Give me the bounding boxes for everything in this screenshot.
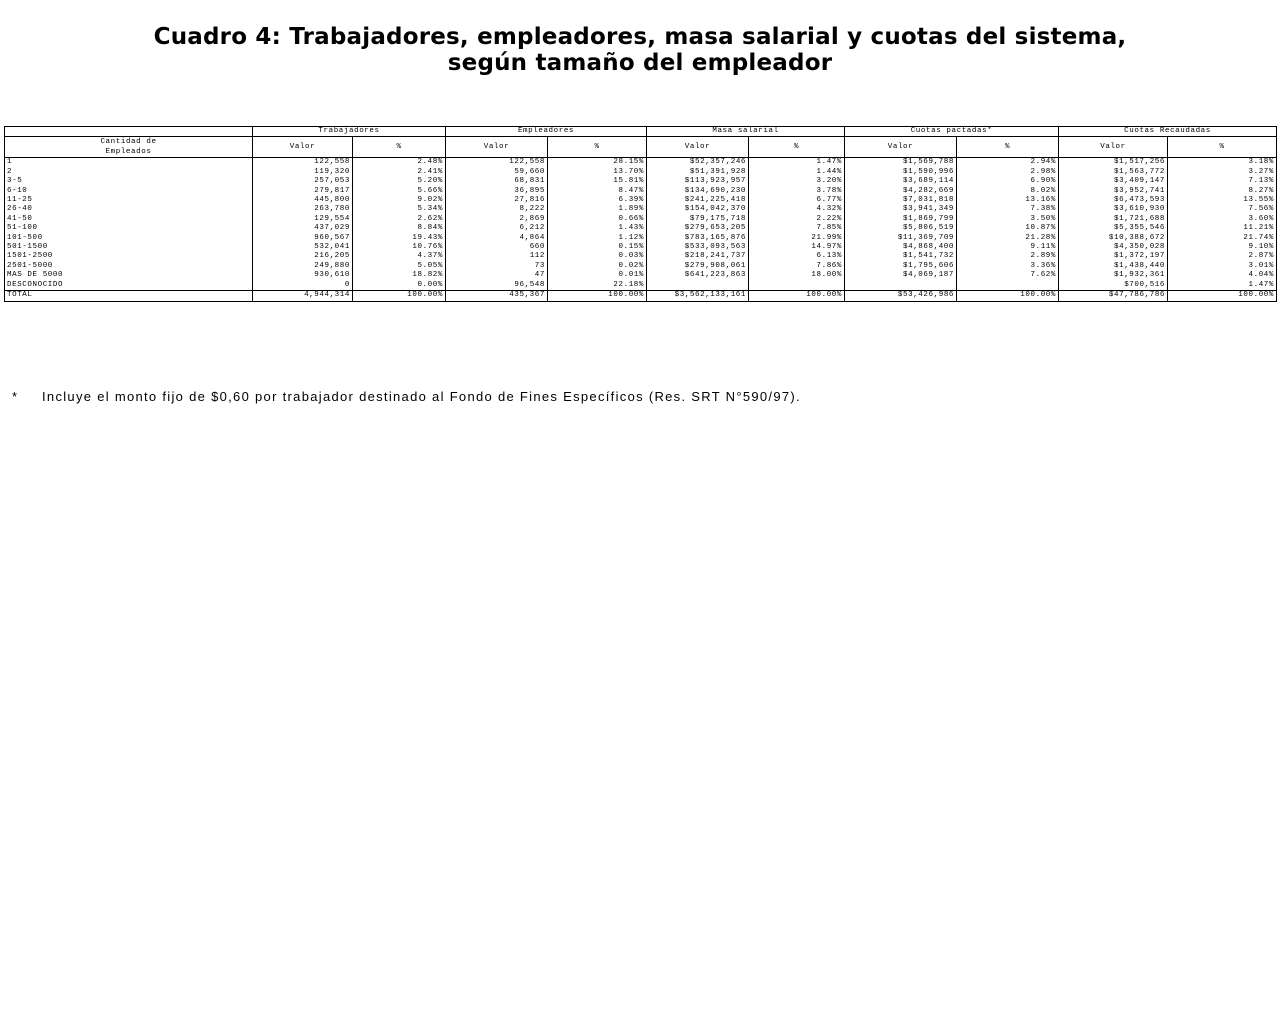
table-row [5, 234, 1277, 243]
cell-valor: $4,069,187 [845, 271, 957, 280]
cell-percent [957, 281, 1059, 291]
corner-label-line-1: Cantidad de [100, 138, 157, 147]
cell-valor: $1,438,440 [1059, 262, 1168, 271]
table-row [5, 177, 1277, 186]
cell-valor: 437,029 [253, 224, 353, 233]
cell-valor: $3,562,133,161 [647, 291, 749, 301]
cell-percent: 2.22% [749, 215, 845, 224]
cell-percent: 100.00% [353, 291, 446, 301]
cell-percent: 14.97% [749, 243, 845, 252]
cell-valor: $1,517,256 [1059, 158, 1168, 168]
group-header-empleadores: Empleadores [446, 127, 647, 137]
title-line-1: Cuadro 4: Trabajadores, empleadores, masa salarial y cuotas del sistema, [153, 24, 1127, 50]
cell-valor: $1,721,688 [1059, 215, 1168, 224]
cell-percent: 3.20% [749, 177, 845, 186]
cell-valor: 960,567 [253, 234, 353, 243]
cell-valor: 129,554 [253, 215, 353, 224]
cell-percent: 10.87% [957, 224, 1059, 233]
cell-percent: 3.60% [1168, 215, 1277, 224]
cell-percent: 9.02% [353, 196, 446, 205]
cell-valor: $700,516 [1059, 281, 1168, 291]
row-label: 6-10 [5, 187, 253, 196]
cell-percent: 21.99% [749, 234, 845, 243]
cell-percent: 10.76% [353, 243, 446, 252]
row-label: 1 [5, 158, 253, 168]
cell-percent: 8.84% [353, 224, 446, 233]
cell-percent: 0.03% [548, 252, 647, 261]
table-row [5, 196, 1277, 205]
cell-percent: 3.01% [1168, 262, 1277, 271]
cell-valor: $1,590,996 [845, 168, 957, 177]
sub-header-row [5, 137, 1277, 158]
cell-valor: 6,212 [446, 224, 548, 233]
cell-valor: $7,031,818 [845, 196, 957, 205]
cell-percent: 2.41% [353, 168, 446, 177]
cell-valor: 263,780 [253, 205, 353, 214]
cell-valor: $1,563,772 [1059, 168, 1168, 177]
cell-percent: 3.36% [957, 262, 1059, 271]
cell-percent: 5.20% [353, 177, 446, 186]
subheader-valor: Valor [647, 137, 749, 158]
cell-valor: $10,388,672 [1059, 234, 1168, 243]
cell-valor: 435,367 [446, 291, 548, 301]
group-header-cuotas-pactadas: Cuotas pactadas* [845, 127, 1059, 137]
table-row [5, 252, 1277, 261]
cell-percent: 1.89% [548, 205, 647, 214]
cell-percent: 100.00% [1168, 291, 1277, 301]
cell-percent: 2.48% [353, 158, 446, 168]
data-table [4, 126, 1277, 302]
cell-percent: 5.34% [353, 205, 446, 214]
cell-percent: 2.98% [957, 168, 1059, 177]
cell-valor: $783,165,876 [647, 234, 749, 243]
cell-percent: 21.28% [957, 234, 1059, 243]
cell-percent: 3.18% [1168, 158, 1277, 168]
table-row [5, 291, 1277, 301]
cell-valor: $279,653,205 [647, 224, 749, 233]
cell-valor: 279,817 [253, 187, 353, 196]
subheader-valor: Valor [845, 137, 957, 158]
cell-percent: 6.77% [749, 196, 845, 205]
cell-valor: 119,320 [253, 168, 353, 177]
cell-percent: 6.39% [548, 196, 647, 205]
cell-valor: 216,205 [253, 252, 353, 261]
table-row [5, 224, 1277, 233]
cell-valor: $1,372,197 [1059, 252, 1168, 261]
corner-header-blank [5, 127, 253, 137]
cell-valor: 4,864 [446, 234, 548, 243]
cell-valor: 4,944,314 [253, 291, 353, 301]
cell-valor [845, 281, 957, 291]
table-row [5, 262, 1277, 271]
cell-percent: 2.87% [1168, 252, 1277, 261]
cell-valor: 73 [446, 262, 548, 271]
cell-percent: 5.05% [353, 262, 446, 271]
cell-percent: 15.81% [548, 177, 647, 186]
cell-percent: 8.02% [957, 187, 1059, 196]
group-header-trabajadores: Trabajadores [253, 127, 446, 137]
cell-valor: $3,941,349 [845, 205, 957, 214]
cell-percent: 21.74% [1168, 234, 1277, 243]
row-label: 2501-5000 [5, 262, 253, 271]
cell-valor: $79,175,718 [647, 215, 749, 224]
cell-percent: 7.56% [1168, 205, 1277, 214]
cell-percent: 1.12% [548, 234, 647, 243]
row-label: 26-40 [5, 205, 253, 214]
cell-valor: 96,548 [446, 281, 548, 291]
cell-valor: 660 [446, 243, 548, 252]
footnote-text: Incluye el monto fijo de $0,60 por trabajador destinado al Fondo de Fines Específicos (Res. SRT N°590/97). [42, 389, 801, 404]
corner-header [5, 137, 253, 158]
cell-percent: 5.66% [353, 187, 446, 196]
subheader-percent: % [957, 137, 1059, 158]
cell-valor: $4,350,028 [1059, 243, 1168, 252]
cell-valor: $5,355,546 [1059, 224, 1168, 233]
group-header-cuotas-recaudadas: Cuotas Recaudadas [1059, 127, 1277, 137]
cell-percent: 11.21% [1168, 224, 1277, 233]
cell-valor: $4,868,400 [845, 243, 957, 252]
table-row [5, 158, 1277, 168]
cell-percent: 7.13% [1168, 177, 1277, 186]
row-label: 1501-2500 [5, 252, 253, 261]
cell-valor: 27,816 [446, 196, 548, 205]
cell-percent: 18.82% [353, 271, 446, 280]
cell-valor: $4,282,669 [845, 187, 957, 196]
cell-valor: $241,225,418 [647, 196, 749, 205]
page-title [0, 24, 1280, 76]
table-row [5, 168, 1277, 177]
cell-percent [749, 281, 845, 291]
table-row [5, 271, 1277, 280]
cell-valor: $6,473,593 [1059, 196, 1168, 205]
cell-valor: 8,222 [446, 205, 548, 214]
cell-percent: 100.00% [749, 291, 845, 301]
row-label: MAS DE 5000 [5, 271, 253, 280]
subheader-valor: Valor [253, 137, 353, 158]
cell-percent: 3.78% [749, 187, 845, 196]
cell-percent: 6.90% [957, 177, 1059, 186]
cell-valor: $51,391,928 [647, 168, 749, 177]
group-header-row [5, 127, 1277, 137]
cell-percent: 3.27% [1168, 168, 1277, 177]
footnote-marker: * [12, 389, 19, 404]
cell-percent: 8.47% [548, 187, 647, 196]
cell-percent: 2.89% [957, 252, 1059, 261]
row-label: 101-500 [5, 234, 253, 243]
cell-percent: 2.94% [957, 158, 1059, 168]
subheader-percent: % [749, 137, 845, 158]
corner-label-line-2: Empleados [105, 148, 152, 157]
cell-valor: 249,880 [253, 262, 353, 271]
cell-percent: 7.85% [749, 224, 845, 233]
cell-percent: 8.27% [1168, 187, 1277, 196]
cell-valor: 122,558 [446, 158, 548, 168]
cell-valor: $52,357,246 [647, 158, 749, 168]
cell-percent: 0.00% [353, 281, 446, 291]
cell-valor: $3,689,114 [845, 177, 957, 186]
group-header-masa-salarial: Masa salarial [647, 127, 845, 137]
cell-percent: 6.13% [749, 252, 845, 261]
cell-percent: 7.62% [957, 271, 1059, 280]
row-label: 11-25 [5, 196, 253, 205]
subheader-valor: Valor [1059, 137, 1168, 158]
cell-valor: 68,831 [446, 177, 548, 186]
cell-valor: $11,369,709 [845, 234, 957, 243]
row-label: 41-50 [5, 215, 253, 224]
cell-valor: 36,895 [446, 187, 548, 196]
cell-percent: 3.50% [957, 215, 1059, 224]
table-row [5, 205, 1277, 214]
footnote [12, 389, 801, 404]
subheader-percent: % [1168, 137, 1277, 158]
cell-valor: $3,409,147 [1059, 177, 1168, 186]
table-row [5, 215, 1277, 224]
cell-valor: $154,042,370 [647, 205, 749, 214]
row-label: TOTAL [5, 291, 253, 301]
cell-percent: 0.01% [548, 271, 647, 280]
cell-percent: 13.70% [548, 168, 647, 177]
cell-valor: 112 [446, 252, 548, 261]
cell-valor: $47,786,786 [1059, 291, 1168, 301]
cell-percent: 0.66% [548, 215, 647, 224]
cell-valor: 532,041 [253, 243, 353, 252]
row-label: 51-100 [5, 224, 253, 233]
cell-percent: 7.38% [957, 205, 1059, 214]
cell-valor: 0 [253, 281, 353, 291]
cell-valor: $641,223,863 [647, 271, 749, 280]
cell-valor: $3,952,741 [1059, 187, 1168, 196]
cell-valor: $1,541,732 [845, 252, 957, 261]
table-row [5, 187, 1277, 196]
cell-percent: 2.62% [353, 215, 446, 224]
cell-valor: 47 [446, 271, 548, 280]
cell-percent: 9.11% [957, 243, 1059, 252]
cell-percent: 1.47% [1168, 281, 1277, 291]
cell-valor: $1,569,788 [845, 158, 957, 168]
table-row [5, 243, 1277, 252]
cell-valor: 445,800 [253, 196, 353, 205]
row-label: 3-5 [5, 177, 253, 186]
cell-percent: 4.32% [749, 205, 845, 214]
cell-valor: 2,869 [446, 215, 548, 224]
cell-percent: 1.47% [749, 158, 845, 168]
cell-valor: $279,908,061 [647, 262, 749, 271]
cell-valor: $53,426,986 [845, 291, 957, 301]
cell-valor: $533,093,563 [647, 243, 749, 252]
cell-percent: 1.43% [548, 224, 647, 233]
cell-percent: 100.00% [548, 291, 647, 301]
subheader-percent: % [353, 137, 446, 158]
cell-percent: 0.02% [548, 262, 647, 271]
cell-percent: 19.43% [353, 234, 446, 243]
cell-percent: 100.00% [957, 291, 1059, 301]
cell-percent: 4.04% [1168, 271, 1277, 280]
cell-percent: 4.37% [353, 252, 446, 261]
cell-valor [647, 281, 749, 291]
row-label: 501-1500 [5, 243, 253, 252]
cell-percent: 28.15% [548, 158, 647, 168]
cell-percent: 7.86% [749, 262, 845, 271]
cell-valor: $113,923,957 [647, 177, 749, 186]
row-label: DESCONOCIDO [5, 281, 253, 291]
cell-percent: 18.00% [749, 271, 845, 280]
cell-valor: $1,932,361 [1059, 271, 1168, 280]
cell-valor: 930,610 [253, 271, 353, 280]
cell-percent: 22.18% [548, 281, 647, 291]
table-body [5, 158, 1277, 301]
cell-valor: 59,660 [446, 168, 548, 177]
cell-valor: $1,869,799 [845, 215, 957, 224]
cell-percent: 9.10% [1168, 243, 1277, 252]
cell-valor: $134,690,230 [647, 187, 749, 196]
table-row [5, 281, 1277, 291]
cell-percent: 13.16% [957, 196, 1059, 205]
cell-percent: 1.44% [749, 168, 845, 177]
cell-valor: 257,053 [253, 177, 353, 186]
cell-valor: $3,610,930 [1059, 205, 1168, 214]
cell-percent: 0.15% [548, 243, 647, 252]
subheader-valor: Valor [446, 137, 548, 158]
subheader-percent: % [548, 137, 647, 158]
cell-valor: 122,558 [253, 158, 353, 168]
cell-valor: $5,806,519 [845, 224, 957, 233]
cell-percent: 13.55% [1168, 196, 1277, 205]
title-line-2: según tamaño del empleador [447, 50, 833, 76]
cell-valor: $1,795,606 [845, 262, 957, 271]
row-label: 2 [5, 168, 253, 177]
cell-valor: $218,241,737 [647, 252, 749, 261]
